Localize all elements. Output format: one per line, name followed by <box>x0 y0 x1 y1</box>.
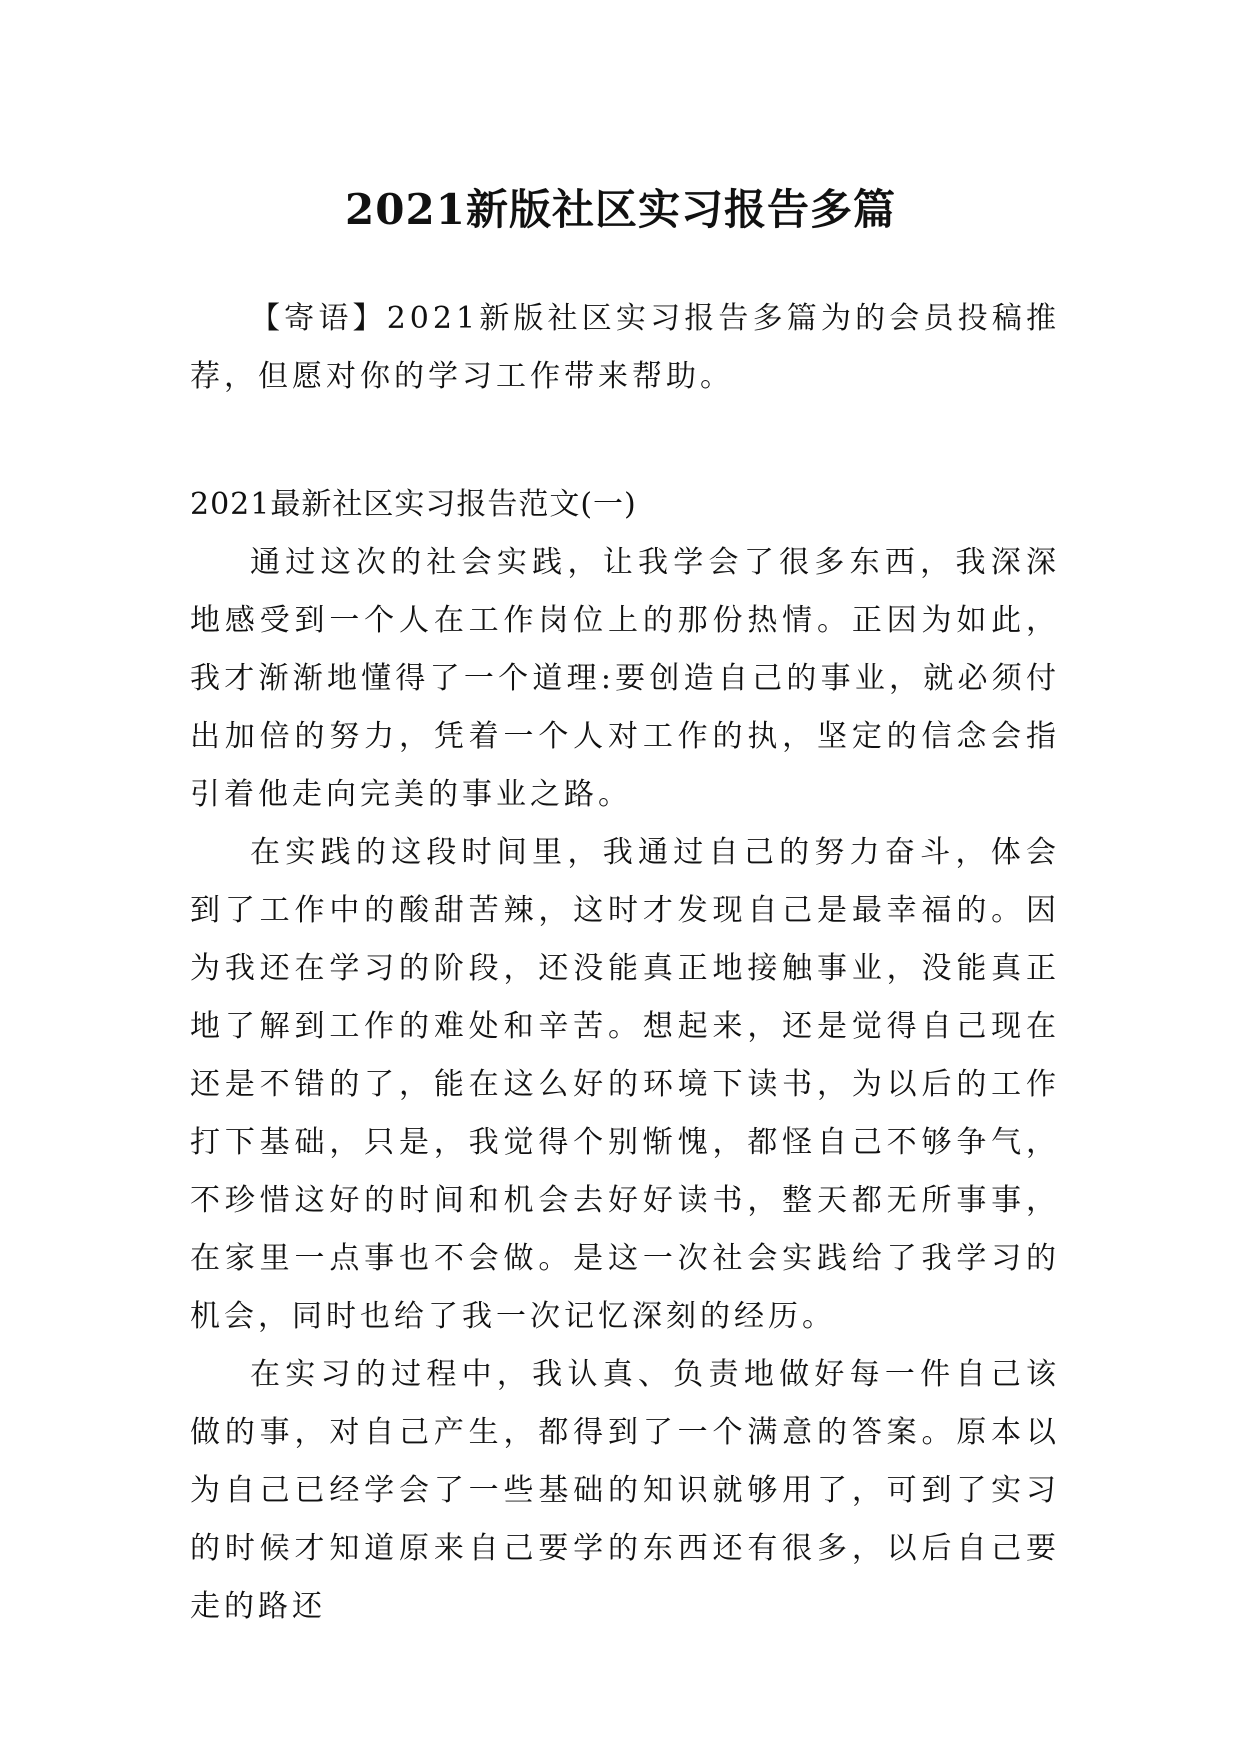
document-body <box>190 290 1060 1636</box>
body-paragraph: 通过这次的社会实践，让我学会了很多东西，我深深地感受到一个人在工作岗位上的那份热情。正因为如此，我才渐渐地懂得了一个道理:要创造自己的事业，就必须付出加倍的努力，凭着一个人对工作的执，坚定的信念会指引着他走向完美的事业之路。 <box>190 545 1060 812</box>
document-title: 2021新版社区实习报告多篇 <box>345 185 896 235</box>
section-heading: 2021最新社区实习报告范文(一) <box>190 487 637 522</box>
intro-paragraph: 【寄语】2021新版社区实习报告多篇为的会员投稿推荐，但愿对你的学习工作带来帮助。 <box>190 301 1060 394</box>
body-paragraph: 在实践的这段时间里，我通过自己的努力奋斗，体会到了工作中的酸甜苦辣，这时才发现自己是最幸福的。因为我还在学习的阶段，还没能真正地接触事业，没能真正地了解到工作的难处和辛苦。想起来，还是觉得自己现在还是不错的了，能在这么好的环境下读书，为以后的工作打下基础，只是，我觉得个别惭愧，都怪自己不够争气，不珍惜这好的时间和机会去好好读书，整天都无所事事，在家里一点事也不会做。是这一次社会实践给了我学习的机会，同时也给了我一次记忆深刻的经历。 <box>190 835 1060 1334</box>
body-paragraph: 在实习的过程中，我认真、负责地做好每一件自己该做的事，对自己产生，都得到了一个满意的答案。原本以为自己已经学会了一些基础的知识就够用了，可到了实习的时候才知道原来自己要学的东西还有很多，以后自己要走的路还 <box>190 1357 1060 1624</box>
